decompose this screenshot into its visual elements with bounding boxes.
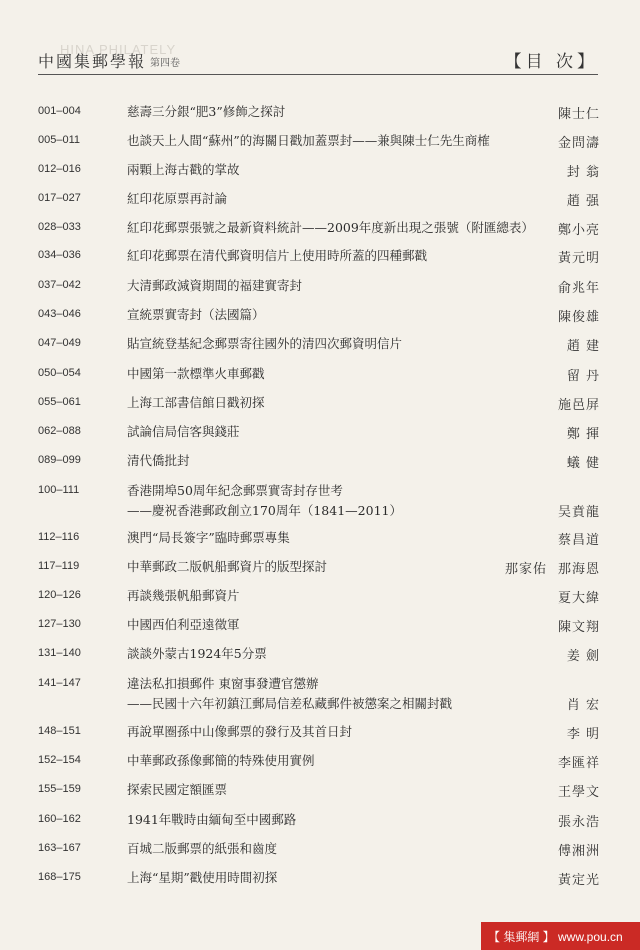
page-range: 055–061 <box>38 396 81 408</box>
article-title-line: 宣統票實寄封（法國篇） <box>127 307 265 322</box>
article-title <box>127 189 557 209</box>
article-title <box>127 557 557 577</box>
page-range: 043–046 <box>38 308 81 320</box>
article-author: 傅湘洲 <box>557 844 600 859</box>
article-title-line: 再談幾張帆船郵資片 <box>127 588 240 603</box>
article-author: 姜 劍 <box>566 649 600 664</box>
watermark-site: 【 集郵網 】 www.pou.cn <box>488 930 623 944</box>
page-range: 141–147 <box>38 677 81 689</box>
article-title-line: 中華郵政孫像郵簡的特殊使用實例 <box>127 753 315 768</box>
article-title-line: 澳門“局長簽字”臨時郵票專集 <box>127 530 290 545</box>
article-title <box>127 481 557 521</box>
article-author: 黃定光 <box>557 873 600 888</box>
article-title-line: 紅印花郵票張號之最新資料統計——2009年度新出現之張號（附匯總表） <box>127 220 534 235</box>
article-author: 趙 建 <box>566 339 600 354</box>
article-title <box>127 276 557 296</box>
article-title-line: 百城二版郵票的紙張和齒度 <box>127 841 278 856</box>
article-author: 金問濤 <box>557 136 600 151</box>
article-title-line: 上海工部書信館日戳初探 <box>127 395 265 410</box>
article-author: 陳文翔 <box>557 620 600 635</box>
article-title-line: 紅印花原票再討論 <box>127 191 228 206</box>
article-author: 那海恩 <box>557 562 600 577</box>
article-title <box>127 451 557 471</box>
page-range: 047–049 <box>38 337 81 349</box>
page-range: 001–004 <box>38 105 81 117</box>
page-range: 005–011 <box>38 134 81 146</box>
article-author: 張永浩 <box>557 815 600 830</box>
page-range: 160–162 <box>38 813 81 825</box>
page-range: 037–042 <box>38 279 81 291</box>
article-title <box>127 160 557 180</box>
article-title <box>127 810 557 830</box>
section-title: 【目 次】 <box>504 52 598 72</box>
article-subtitle-line: ——慶祝香港郵政創立170周年（1841—2011） <box>127 503 402 518</box>
volume-label: 第四卷 <box>150 58 180 69</box>
page-range: 089–099 <box>38 454 81 466</box>
article-title-line: 1941年戰時由緬甸至中國郵路 <box>127 812 297 827</box>
page-range: 155–159 <box>38 783 81 795</box>
article-author: 夏大緯 <box>557 591 600 606</box>
article-title <box>127 334 557 354</box>
article-title-line: 慈壽三分銀“肥3”修飾之探討 <box>127 104 286 119</box>
page-range: 100–111 <box>38 484 80 496</box>
article-author: 陳士仁 <box>557 107 600 122</box>
article-subtitle-line: ——民國十六年初鎮江郵局信差私藏郵件被懲案之相關封戳 <box>127 696 453 711</box>
article-title-line: 香港開埠50周年紀念郵票實寄封存世考 <box>127 483 343 498</box>
article-title <box>127 102 557 122</box>
article-author: 王學文 <box>557 785 600 800</box>
article-title <box>127 615 557 635</box>
page-range: 131–140 <box>38 647 81 659</box>
page-range: 152–154 <box>38 754 81 766</box>
article-author: 蔡昌道 <box>557 533 600 548</box>
article-author: 趙 强 <box>566 194 600 209</box>
page-range: 112–116 <box>38 531 80 543</box>
page-range: 117–119 <box>38 560 80 572</box>
page-range: 012–016 <box>38 163 81 175</box>
article-author: 肖 宏 <box>566 698 600 713</box>
page-range: 062–088 <box>38 425 81 437</box>
article-title <box>127 780 557 800</box>
page-range: 050–054 <box>38 367 81 379</box>
journal-title: 中國集郵學報 <box>38 52 147 71</box>
article-author: 封 翁 <box>566 165 600 180</box>
article-title-line: 違法私扣損郵件 東窗事發遭官懲辦 <box>127 676 319 691</box>
article-title <box>127 131 557 151</box>
article-author: 李匯祥 <box>557 756 600 771</box>
article-title-line: 貼宣統登基紀念郵票寄往國外的清四次郵資明信片 <box>127 336 403 351</box>
article-title-line: 談談外蒙古1924年5分票 <box>127 646 267 661</box>
article-author: 陳俊雄 <box>557 310 600 325</box>
article-title <box>127 364 557 384</box>
article-title-line: 中國第一款標準火車郵戳 <box>127 366 265 381</box>
page-range: 017–027 <box>38 192 81 204</box>
article-title <box>127 839 557 859</box>
article-title-line: 上海“星期”戳使用時間初探 <box>127 870 278 885</box>
page-range: 028–033 <box>38 221 81 233</box>
article-title <box>127 586 557 606</box>
article-title <box>127 528 557 548</box>
article-title-line: 中國西伯利亞遠徵軍 <box>127 617 240 632</box>
article-title <box>127 218 557 238</box>
page-range: 127–130 <box>38 618 81 630</box>
article-title <box>127 246 557 266</box>
article-title-line: 大清郵政減資期間的福建實寄封 <box>127 278 303 293</box>
article-title <box>127 751 557 771</box>
article-title-line: 試論信局信客與錢莊 <box>127 424 240 439</box>
article-author: 黃元明 <box>557 251 600 266</box>
article-title-line: 兩顆上海古戳的掌故 <box>127 162 240 177</box>
article-title <box>127 305 557 325</box>
article-title-line: 再說單圈孫中山像郵票的發行及其首日封 <box>127 724 353 739</box>
article-title <box>127 644 557 664</box>
page-range: 148–151 <box>38 725 81 737</box>
page-range: 034–036 <box>38 249 81 261</box>
page-range: 120–126 <box>38 589 81 601</box>
article-author: 留 丹 <box>566 369 600 384</box>
article-title <box>127 393 557 413</box>
article-author: 鄭 揮 <box>566 427 600 442</box>
article-title-line: 中華郵政二版帆船郵資片的版型探討 <box>127 559 328 574</box>
article-title-line: 清代僑批封 <box>127 453 190 468</box>
article-author: 蟻 健 <box>566 456 600 471</box>
article-title <box>127 722 557 742</box>
article-title <box>127 674 557 714</box>
article-title-line: 紅印花郵票在清代郵資明信片上使用時所蓋的四種郵戳 <box>127 248 428 263</box>
article-author: 吴賁龍 <box>557 505 600 520</box>
article-author: 李 明 <box>566 727 600 742</box>
article-title <box>127 422 557 442</box>
article-title-line: 探索民國定額匯票 <box>127 782 228 797</box>
article-title <box>127 868 557 888</box>
article-author: 施邑屏 <box>557 398 600 413</box>
page-range: 163–167 <box>38 842 81 854</box>
bleed-through-text: HINA PHILATELY <box>60 42 177 57</box>
article-author: 俞兆年 <box>557 281 600 296</box>
article-author: 鄭小亮 <box>557 223 600 238</box>
article-title-line: 也談天上人間“蘇州”的海關日戳加蓋票封——兼與陳士仁先生商榷 <box>127 133 490 148</box>
article-coauthor: 那家佑 <box>505 562 548 577</box>
page-range: 168–175 <box>38 871 81 883</box>
